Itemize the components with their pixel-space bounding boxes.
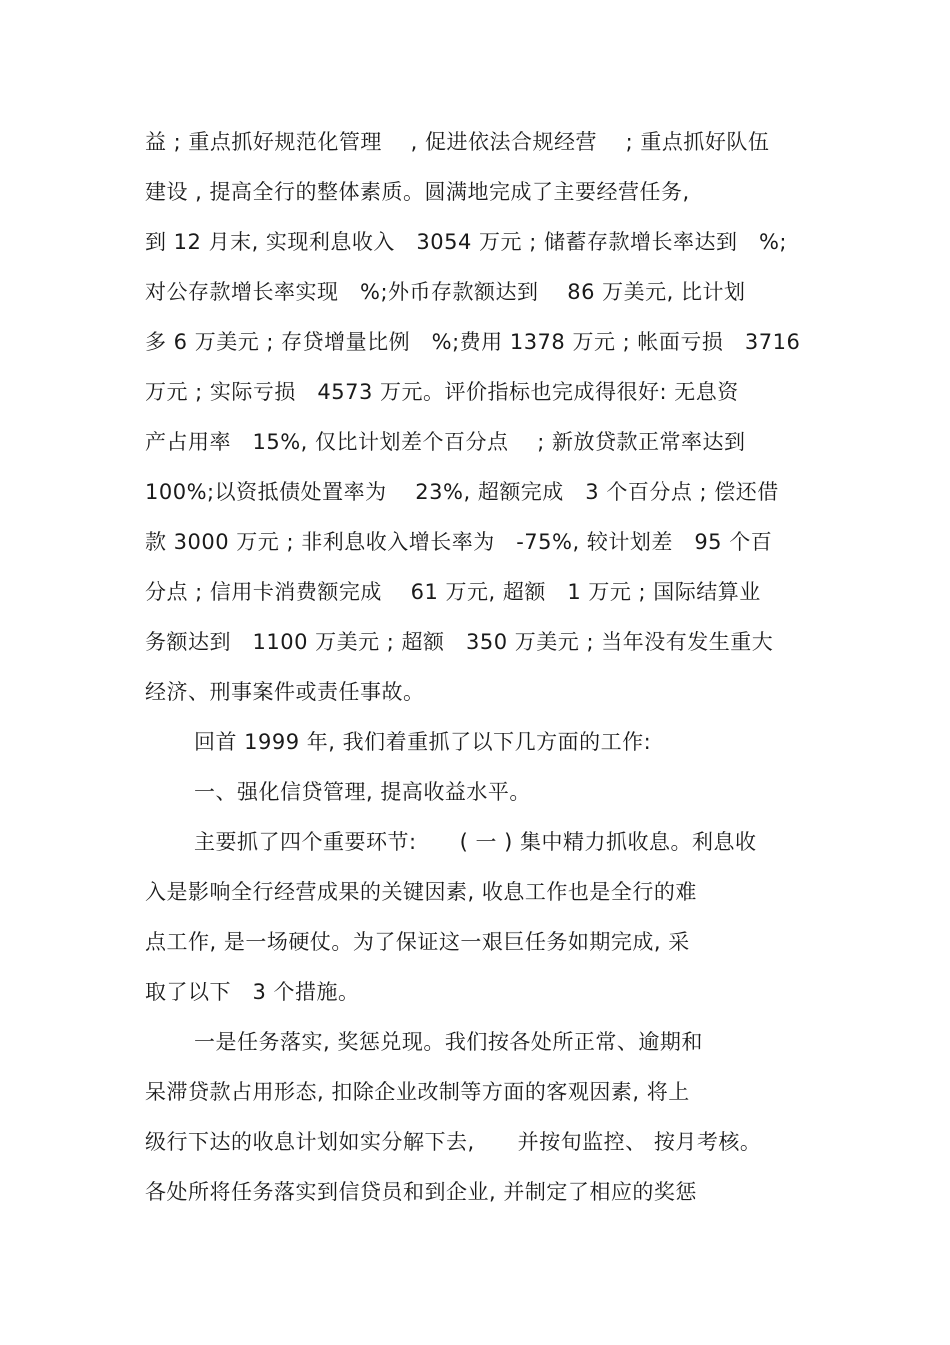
section-heading: 一、强化信贷管理, 提高收益水平。 [194,780,531,804]
text-line: 级行下达的收息计划如实分解下去, 并按旬监控、 按月考核。 [145,1130,762,1154]
text-line: 100%;以资抵债处置率为 23%, 超额完成 3 个百分点 ; 偿还借 [145,480,779,504]
text-line: 产占用率 15%, 仅比计划差个百分点 ; 新放贷款正常率达到 [145,430,746,454]
text-line: 取了以下 3 个措施。 [145,980,360,1004]
text-line: 分点 ; 信用卡消费额完成 61 万元, 超额 1 万元 ; 国际结算业 [145,580,761,604]
paragraph-first-line: 一是任务落实, 奖惩兑现。我们按各处所正常、逾期和 [194,1030,703,1054]
text-line: 万元 ; 实际亏损 4573 万元。评价指标也完成得很好: 无息资 [145,380,739,404]
text-line: 入是影响全行经营成果的关键因素, 收息工作也是全行的难 [145,880,697,904]
text-line: 务额达到 1100 万美元 ; 超额 350 万美元 ; 当年没有发生重大 [145,630,774,654]
text-line: 多 6 万美元 ; 存贷增量比例 %;费用 1378 万元 ; 帐面亏损 3716 [145,330,801,354]
text-line: 经济、刑事案件或责任事故。 [145,680,425,704]
text-line: 益 ; 重点抓好规范化管理 , 促进依法合规经营 ; 重点抓好队伍 [145,130,770,154]
text-line: 建设 , 提高全行的整体素质。圆满地完成了主要经营任务, [145,180,690,204]
text-line: 款 3000 万元 ; 非利息收入增长率为 -75%, 较计划差 95 个百 [145,530,773,554]
text-line: 点工作, 是一场硬仗。为了保证这一艰巨任务如期完成, 采 [145,930,690,954]
paragraph-first-line: 主要抓了四个重要环节: ( 一 ) 集中精力抓收息。利息收 [194,830,757,854]
text-line: 呆滞贷款占用形态, 扣除企业改制等方面的客观因素, 将上 [145,1080,690,1104]
text-line: 到 12 月末, 实现利息收入 3054 万元 ; 储蓄存款增长率达到 %; [145,230,787,254]
text-line: 对公存款增长率实现 %;外币存款额达到 86 万美元, 比计划 [145,280,746,304]
paragraph-first-line: 回首 1999 年, 我们着重抓了以下几方面的工作: [194,730,652,754]
text-line: 各处所将任务落实到信贷员和到企业, 并制定了相应的奖惩 [145,1180,697,1204]
